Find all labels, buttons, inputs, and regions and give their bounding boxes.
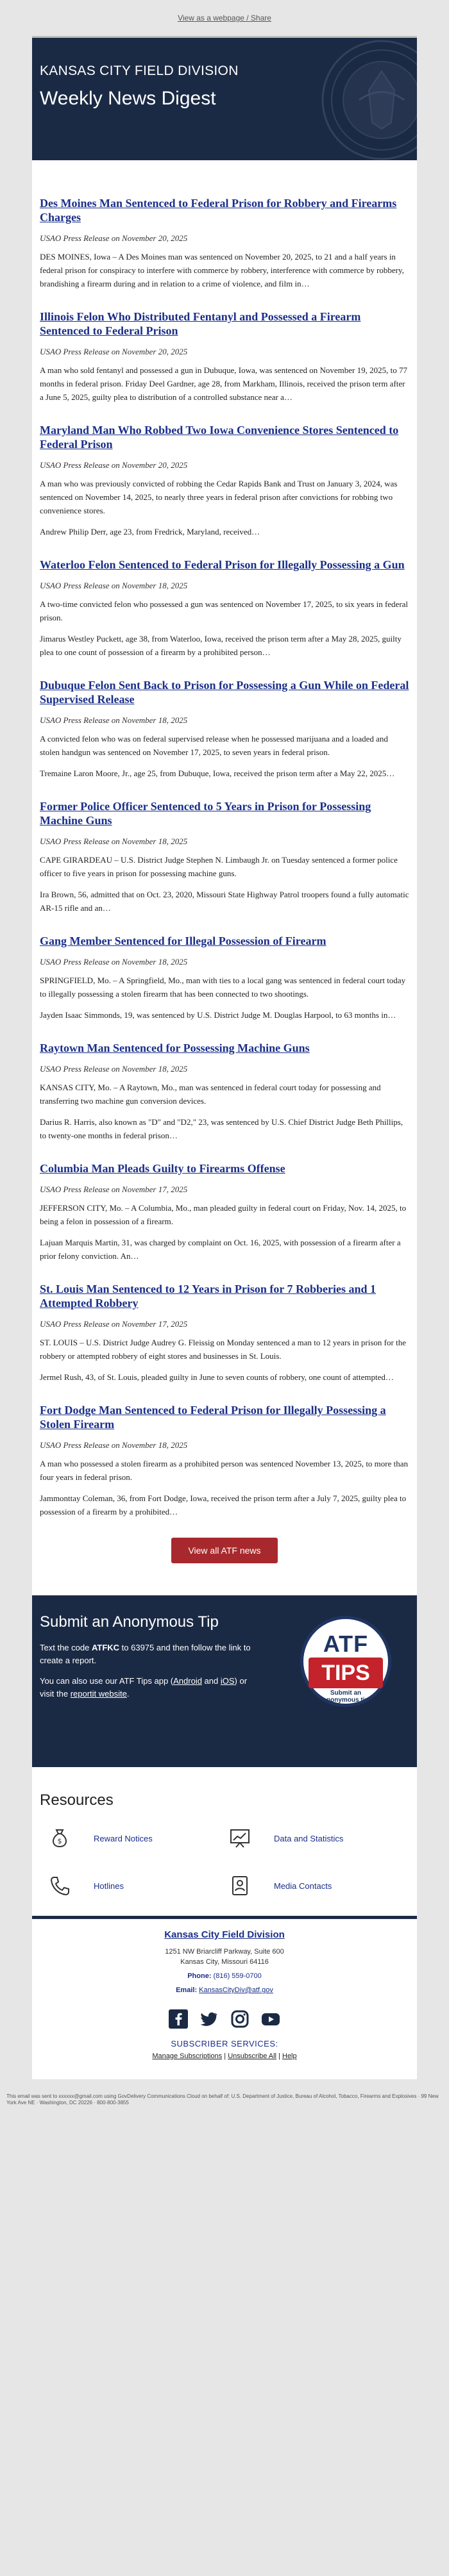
chart-board-icon bbox=[229, 1827, 251, 1849]
contact-card-icon bbox=[229, 1875, 251, 1897]
footer-email: Email: KansasCityDiv@atf.gov bbox=[176, 1986, 273, 1994]
article-summary: Jammonttay Coleman, 36, from Fort Dodge, Iowa, received the prison term after a July 7, 2025, guilty plea to possession of a firearm by a prohibited… bbox=[40, 1493, 407, 1517]
facebook-icon[interactable] bbox=[169, 2009, 188, 2029]
article-summary: CAPE GIRARDEAU – U.S. District Judge Stephen N. Limbaugh Jr. on Tuesday sentenced a former police officer to five years in prison for possessing machine guns. bbox=[40, 855, 398, 878]
subscriber-services-title: SUBSCRIBER SERVICES: bbox=[171, 2039, 278, 2048]
article-summary: Andrew Philip Derr, age 23, from Fredrick, Maryland, received… bbox=[40, 527, 260, 536]
article-title-link[interactable]: Fort Dodge Man Sentenced to Federal Prison for Illegally Possessing a Stolen Firearm bbox=[40, 1404, 386, 1431]
anonymous-tip-section bbox=[32, 1595, 417, 1767]
article-summary: Jimarus Westley Puckett, age 38, from Waterloo, Iowa, received the prison term after a May 28, 2025, guilty plea to one count of possession of a firearm by a prohibited person… bbox=[40, 634, 402, 657]
android-link[interactable]: Android bbox=[173, 1676, 202, 1686]
article-title-link[interactable]: Raytown Man Sentenced for Possessing Machine Guns bbox=[40, 1042, 310, 1054]
badge-atf-text: ATF bbox=[323, 1631, 369, 1657]
news-article bbox=[40, 1403, 409, 1518]
news-article bbox=[40, 1041, 409, 1142]
atf-tips-badge[interactable] bbox=[300, 1616, 391, 1707]
article-summary: Lajuan Marquis Martin, 31, was charged by complaint on Oct. 16, 2025, with possession of a firearm after a prior felony conviction. An… bbox=[40, 1238, 401, 1261]
division-name: KANSAS CITY FIELD DIVISION bbox=[40, 63, 239, 78]
article-summary: A man who sold fentanyl and possessed a gun in Dubuque, Iowa, was sentenced on November 19, 2025, to 77 months in federal prison. Friday Deel Gardner, age 28, from Markham, Illinois, received the prison term after a June 5, 2025, guilty plea to distribution of a controlled substance near a… bbox=[40, 365, 407, 402]
email-link[interactable]: KansasCityDiv@atf.gov bbox=[199, 1986, 273, 1994]
article-summary: A convicted felon who was on federal supervised release when he possessed marijuana and a loaded and stolen handgun was sentenced on November 17, 2025, to seven years in federal prison. bbox=[40, 734, 388, 757]
reward-notices-link[interactable]: Reward Notices bbox=[94, 1833, 153, 1843]
media-contacts-item[interactable] bbox=[229, 1875, 409, 1897]
instagram-icon[interactable] bbox=[230, 2009, 250, 2029]
article-meta: USAO Press Release on November 18, 2025 bbox=[40, 581, 188, 590]
news-article bbox=[40, 1282, 409, 1384]
news-article bbox=[40, 934, 409, 1022]
hotlines-link[interactable]: Hotlines bbox=[94, 1881, 124, 1891]
unsubscribe-all-link[interactable]: Unsubscribe All bbox=[228, 2052, 277, 2060]
view-all-news-button[interactable]: View all ATF news bbox=[171, 1538, 277, 1563]
article-summary: KANSAS CITY, Mo. – A Raytown, Mo., man was sentenced in federal court today for possessing and transferring two machine gun conversion devices. bbox=[40, 1083, 381, 1106]
article-summary: A man who possessed a stolen firearm as a prohibited person was sentenced November 13, 2025, to more than four years in federal prison. bbox=[40, 1459, 409, 1482]
article-meta: USAO Press Release on November 18, 2025 bbox=[40, 1064, 188, 1074]
article-meta: USAO Press Release on November 18, 2025 bbox=[40, 715, 188, 725]
news-article bbox=[40, 423, 409, 538]
data-statistics-item[interactable] bbox=[229, 1827, 409, 1849]
footer-address-2: Kansas City, Missouri 64116 bbox=[180, 1958, 269, 1966]
article-meta: USAO Press Release on November 20, 2025 bbox=[40, 233, 188, 243]
article-meta: USAO Press Release on November 20, 2025 bbox=[40, 347, 188, 356]
manage-subscriptions-link[interactable]: Manage Subscriptions bbox=[152, 2052, 223, 2060]
article-summary: A man who was previously convicted of robbing the Cedar Rapids Bank and Trust on January 3, 2024, was sentenced on November 14, 2025, to nearly three years in federal prison after convictions for robbing two convenience stores. bbox=[40, 479, 398, 515]
header-banner bbox=[32, 36, 417, 160]
phone-icon bbox=[49, 1875, 71, 1897]
email-container bbox=[32, 0, 417, 2079]
article-title-link[interactable]: Waterloo Felon Sentenced to Federal Prison for Illegally Possessing a Gun bbox=[40, 558, 405, 571]
news-article bbox=[40, 310, 409, 404]
news-article bbox=[40, 558, 409, 659]
footer-address-1: 1251 NW Briarcliff Parkway, Suite 600 bbox=[165, 1948, 284, 1956]
article-title-link[interactable]: St. Louis Man Sentenced to 12 Years in Prison for 7 Robberies and 1 Attempted Robbery bbox=[40, 1283, 377, 1309]
news-article bbox=[40, 1161, 409, 1263]
atf-seal-icon bbox=[321, 39, 417, 160]
tip-heading: Submit an Anonymous Tip bbox=[40, 1613, 219, 1631]
social-links bbox=[40, 2009, 409, 2029]
news-article bbox=[40, 799, 409, 915]
badge-tips-text: TIPS bbox=[309, 1658, 383, 1688]
badge-subtext: Submit an anonymous tip bbox=[323, 1690, 369, 1704]
resources-section bbox=[32, 1767, 417, 1916]
article-meta: USAO Press Release on November 17, 2025 bbox=[40, 1319, 188, 1329]
footer bbox=[32, 1916, 417, 2079]
article-title-link[interactable]: Gang Member Sentenced for Illegal Possession of Firearm bbox=[40, 935, 326, 947]
article-meta: USAO Press Release on November 18, 2025 bbox=[40, 957, 188, 967]
tip-text-app: You can also use our ATF Tips app (Android and iOS) or visit the reportit website. bbox=[40, 1676, 248, 1699]
tip-code: ATFKC bbox=[91, 1643, 120, 1652]
fine-print: This email was sent to xxxxxx@gmail.com using GovDelivery Communications Cloud on behalf of: U.S. Department of Justice, Bureau of Alcohol, Tobacco, Firearms and Explosives · 99 New York Ave NE · Washington, DC 20226 · 800-800-3855 bbox=[0, 2079, 449, 2125]
resources-heading: Resources bbox=[40, 1791, 114, 1809]
article-meta: USAO Press Release on November 18, 2025 bbox=[40, 836, 188, 846]
help-link[interactable]: Help bbox=[282, 2052, 297, 2060]
tip-text-code: Text the code ATFKC to 63975 and then follow the link to create a report. bbox=[40, 1643, 251, 1665]
top-bar bbox=[32, 0, 417, 36]
hotlines-item[interactable] bbox=[49, 1875, 229, 1897]
article-summary: Ira Brown, 56, admitted that on Oct. 23, 2020, Missouri State Highway Patrol troopers found a fully automatic AR-15 rifle and an… bbox=[40, 890, 409, 913]
article-summary: SPRINGFIELD, Mo. – A Springfield, Mo., man with ties to a local gang was sentenced in federal court today to illegally possessing a stolen firearm that has been connected to two shootings. bbox=[40, 976, 406, 999]
svg-text:$: $ bbox=[57, 1837, 62, 1845]
article-summary: A two-time convicted felon who possessed a gun was sentenced on November 17, 2025, to six years in federal prison. bbox=[40, 599, 409, 622]
data-statistics-link[interactable]: Data and Statistics bbox=[274, 1833, 344, 1843]
article-summary: JEFFERSON CITY, Mo. – A Columbia, Mo., man pleaded guilty in federal court on Friday, Nov. 14, 2025, to being a felon in possession of a firearm. bbox=[40, 1203, 407, 1226]
digest-title: Weekly News Digest bbox=[40, 88, 216, 109]
twitter-icon[interactable] bbox=[199, 2009, 219, 2029]
article-title-link[interactable]: Des Moines Man Sentenced to Federal Prison for Robbery and Firearms Charges bbox=[40, 197, 397, 224]
article-summary: DES MOINES, Iowa – A Des Moines man was sentenced on November 20, 2025, to 21 and a half years in federal prison for conspiracy to interfere with commerce by robbery, interference with commerce by robbery, brandishing a firearm during and in relation to a crime of violence, and film in… bbox=[40, 252, 404, 288]
article-title-link[interactable]: Dubuque Felon Sent Back to Prison for Possessing a Gun While on Federal Supervised Release bbox=[40, 679, 409, 706]
view-as-webpage-link[interactable]: View as a webpage / Share bbox=[178, 13, 271, 22]
footer-division-name[interactable]: Kansas City Field Division bbox=[164, 1929, 285, 1940]
article-title-link[interactable]: Illinois Felon Who Distributed Fentanyl and Possessed a Firearm Sentenced to Federal Prison bbox=[40, 310, 361, 337]
article-meta: USAO Press Release on November 20, 2025 bbox=[40, 460, 188, 470]
article-title-link[interactable]: Former Police Officer Sentenced to 5 Years in Prison for Possessing Machine Guns bbox=[40, 800, 371, 827]
money-bag-icon bbox=[49, 1827, 71, 1849]
media-contacts-link[interactable]: Media Contacts bbox=[274, 1881, 332, 1891]
news-article bbox=[40, 678, 409, 780]
news-list bbox=[32, 160, 417, 1576]
youtube-icon[interactable] bbox=[261, 2009, 280, 2029]
reportit-link[interactable]: reportit website bbox=[70, 1689, 127, 1699]
ios-link[interactable]: iOS bbox=[220, 1676, 235, 1686]
article-title-link[interactable]: Columbia Man Pleads Guilty to Firearms Offense bbox=[40, 1162, 285, 1175]
article-meta: USAO Press Release on November 17, 2025 bbox=[40, 1184, 188, 1194]
news-article bbox=[40, 196, 409, 290]
article-summary: Jayden Isaac Simmonds, 19, was sentenced by U.S. District Judge M. Douglas Harpool, to 63 months in… bbox=[40, 1010, 396, 1020]
article-title-link[interactable]: Maryland Man Who Robbed Two Iowa Convenience Stores Sentenced to Federal Prison bbox=[40, 424, 399, 451]
article-summary: Tremaine Laron Moore, Jr., age 25, from Dubuque, Iowa, received the prison term after a May 22, 2025… bbox=[40, 769, 395, 778]
reward-notices-item[interactable] bbox=[49, 1827, 229, 1849]
article-summary: ST. LOUIS – U.S. District Judge Audrey G. Fleissig on Monday sentenced a man to 12 years in prison for the robbery or attempted robbery of eight stores and businesses in St. Louis. bbox=[40, 1338, 406, 1361]
article-meta: USAO Press Release on November 18, 2025 bbox=[40, 1440, 188, 1450]
footer-phone: Phone: (816) 559-0700 bbox=[187, 1972, 262, 1980]
article-summary: Darius R. Harris, also known as "D" and "D2," 23, was sentenced by U.S. Chief District Judge Beth Phillips, to twenty-one months in federal prison… bbox=[40, 1117, 403, 1140]
article-summary: Jermel Rush, 43, of St. Louis, pleaded guilty in June to seven counts of robbery, one count of attempted… bbox=[40, 1372, 394, 1382]
subscriber-links: Manage Subscriptions | Unsubscribe All | Help bbox=[152, 2052, 297, 2060]
